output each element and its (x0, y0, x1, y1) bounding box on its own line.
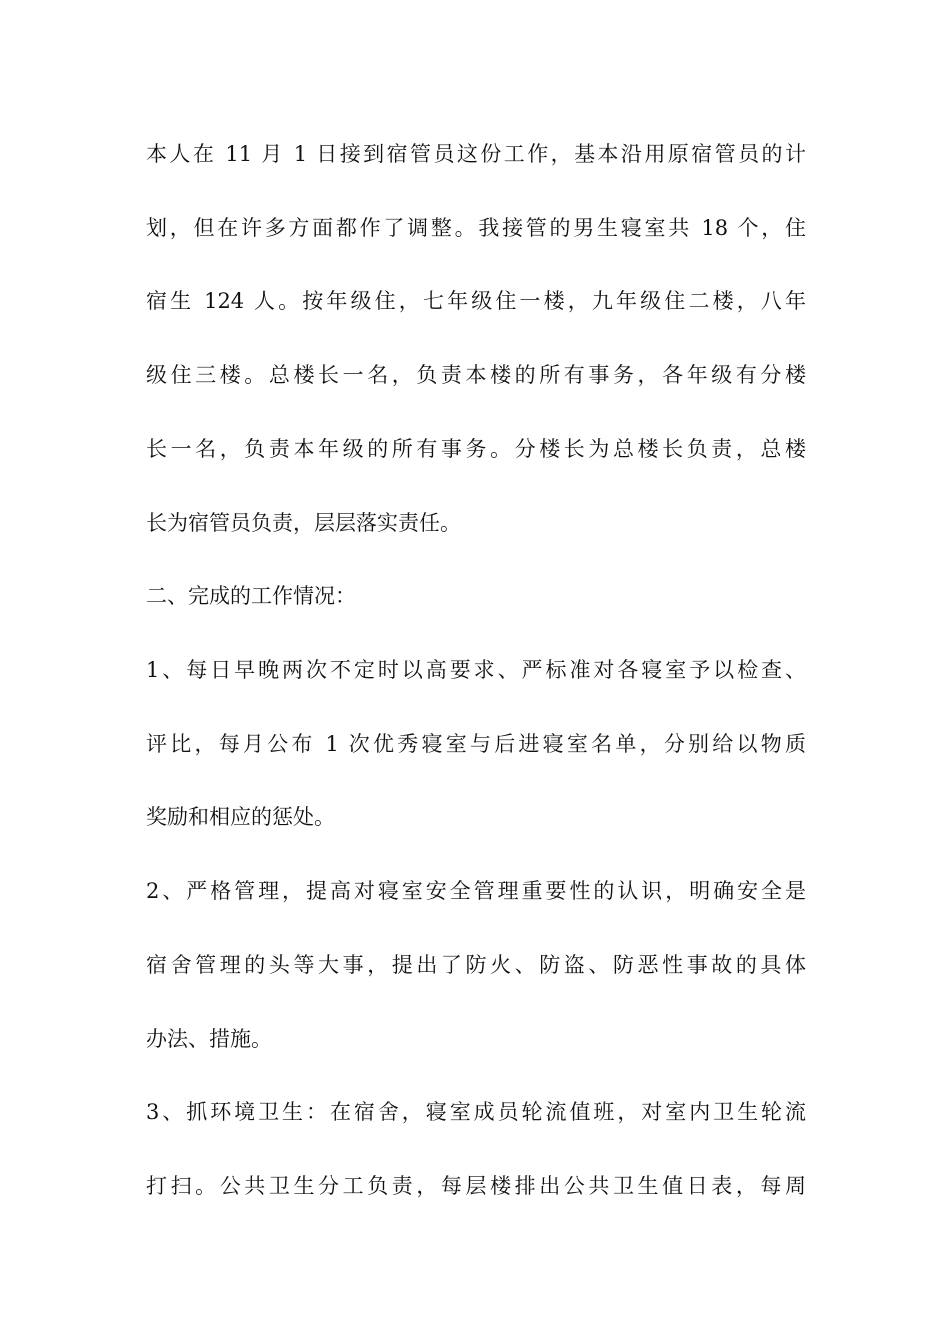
section-heading: 二、完成的工作情况： (146, 584, 356, 608)
text-line-6: 长为宿管员负责，层层落实责任。 (146, 511, 461, 535)
text-line-14: 3、抓环境卫生：在宿舍，寝室成员轮流值班，对室内卫生轮流 (146, 1100, 806, 1124)
text-line-2: 划，但在许多方面都作了调整。我接管的男生寝室共 18 个，住 (146, 216, 806, 240)
text-line-10: 奖励和相应的惩处。 (146, 805, 335, 829)
text-line-1: 本人在 11 月 1 日接到宿管员这份工作，基本沿用原宿管员的计 (146, 142, 806, 166)
text-line-9: 评比，每月公布 1 次优秀寝室与后进寝室名单，分别给以物质 (146, 732, 806, 756)
text-line-3: 宿生 124 人。按年级住，七年级住一楼，九年级住二楼，八年 (146, 289, 806, 313)
text-line-4: 级住三楼。总楼长一名，负责本楼的所有事务，各年级有分楼 (146, 363, 806, 387)
text-line-8: 1、每日早晚两次不定时以高要求、严标准对各寝室予以检查、 (146, 658, 806, 682)
text-line-11: 2、严格管理，提高对寝室安全管理重要性的认识，明确安全是 (146, 879, 806, 903)
text-line-15: 打扫。公共卫生分工负责，每层楼排出公共卫生值日表，每周 (146, 1174, 806, 1198)
text-line-5: 长一名，负责本年级的所有事务。分楼长为总楼长负责，总楼 (146, 437, 806, 461)
text-line-12: 宿舍管理的头等大事，提出了防火、防盗、防恶性事故的具体 (146, 953, 806, 977)
text-line-13: 办法、措施。 (146, 1027, 272, 1051)
